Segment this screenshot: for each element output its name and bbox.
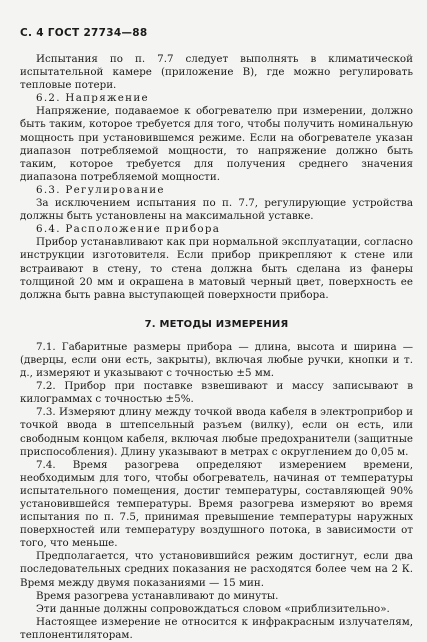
paragraph: Настоящее измерение не относится к инфракрасным излучателям, теплонентиляторам.: [20, 615, 413, 641]
document-body: [20, 53, 413, 642]
paragraph: 7.2. Прибор при поставке взвешивают и массу записывают в килограммах с точностью ±5%.: [20, 380, 413, 406]
paragraph: Прибор устанавливают как при нормальной эксплуатации, согласно инструкции изготовителя. Если прибор прикрепляют к стене или встраивают в стену, то стена должна быть сделана из фанеры толщиной 20 мм и окрашена в матовый черный цвет, поверхность ее должна быть равна выступающей поверхности прибора.: [20, 236, 413, 301]
paragraph: Испытания по п. 7.7 следует выполнять в климатической испытательной камере (приложение В), где можно регулировать тепловые потери.: [20, 53, 413, 92]
subsection-heading: 6.4. Расположение прибора: [36, 223, 221, 236]
paragraph: За исключением испытания по п. 7.7, регулирующие устройства должны быть установлены на максимальной уставке.: [20, 197, 413, 223]
section-title: 7. МЕТОДЫ ИЗМЕРЕНИЯ: [144, 318, 289, 330]
page-header: С. 4 ГОСТ 27734—88: [20, 27, 148, 39]
paragraph: 7.1. Габаритные размеры прибора — длина, высота и ширина — (дверцы, если они есть, закрыты), включая любые ручки, кнопки и т. д., измеряют и указывают с точностью ±5 мм.: [20, 340, 413, 380]
subsection-heading: 6.3. Регулирование: [36, 183, 165, 196]
paragraph: Напряжение, подаваемое к обогревателю при измерении, должно быть таким, которое требуется для того, чтобы получить номинальную мощность при установившемся режиме. Если на обогревателе указан диапазон потребляемой мощности, то напряжение должно быть таким, которое требуется для получения среднего значения диапазона потребляемой мощности.: [20, 105, 413, 183]
paragraph: 7.4. Время разогрева определяют измерением времени, необходимым для того, чтобы обогреватель, начиная от температуры испытательного помещения, достиг температуры, составляющей 90% установившейся температуры. Время разогрева измеряют во время испытания по п. 7.5, принимая превышение температуры наружных поверхностей или температуру воздушного потока, в зависимости от того, что меньше.: [20, 458, 413, 550]
subsection-heading: 6.2. Напряжение: [36, 92, 149, 105]
paragraph: Время разогрева устанавливают до минуты.: [36, 589, 279, 602]
paragraph: Эти данные должны сопровождаться словом «приблизительно».: [36, 602, 390, 615]
paragraph: Предполагается, что установившийся режим достигнут, если два последовательных средних показания не расходятся более чем на 2 К. Время между двумя показаниями — 15 мин.: [20, 550, 413, 589]
paragraph: 7.3. Измеряют длину между точкой ввода кабеля в электроприбор и точкой ввода в штепсельный разъем (вилку), если он есть, или свободным концом кабеля, включая любые предохранители (защитные приспособления). Длину указывают в метрах с округлением до 0,05 м.: [20, 406, 413, 458]
